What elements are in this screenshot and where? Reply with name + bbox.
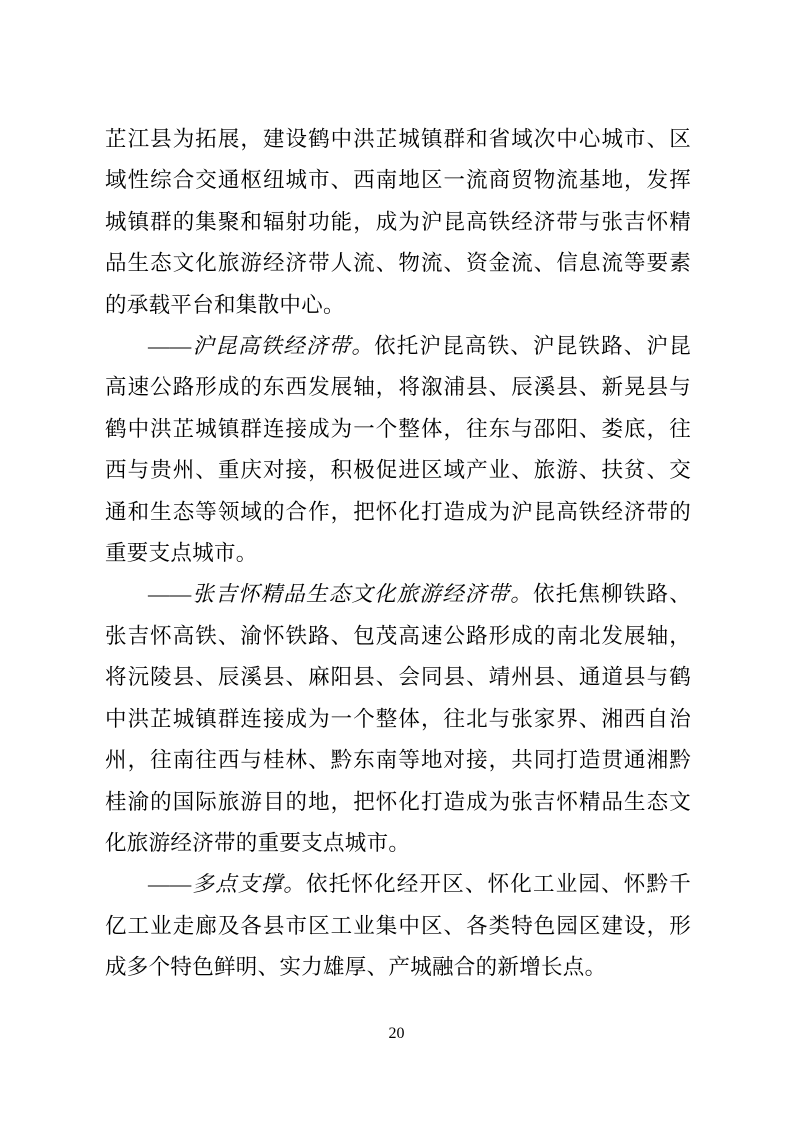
paragraph-text: 依托怀化经开区、怀化工业园、怀黔千亿工业走廊及各县市区工业集中区、各类特色园区建设，形成多个特色鲜明、实力雄厚、产城融合的新增长点。	[105, 872, 691, 980]
paragraph	[105, 119, 691, 326]
paragraph-text: 依托焦柳铁路、张吉怀高铁、渝怀铁路、包茂高速公路形成的南北发展轴，将沅陵县、辰溪县、麻阳县、会同县、靖州县、通道县与鹤中洪芷城镇群连接成为一个整体，往北与张家界、湘西自治州，往南往西与桂林、黔东南等地对接，共同打造贯通湘黔桂渝的国际旅游目的地，把怀化打造成为张吉怀精品生态文化旅游经济带的重要支点城市。	[105, 582, 691, 855]
paragraph-text: 芷江县为拓展，建设鹤中洪芷城镇群和省域次中心城市、区域性综合交通枢纽城市、西南地区一流商贸物流基地，发挥城镇群的集聚和辐射功能，成为沪昆高铁经济带与张吉怀精品生态文化旅游经济带人流、物流、资金流、信息流等要素的承载平台和集散中心。	[105, 127, 691, 317]
paragraph	[105, 326, 691, 574]
paragraph	[105, 574, 691, 864]
paragraph-lead: 沪昆高铁经济带。	[191, 334, 375, 359]
paragraph-dash: ——	[148, 334, 192, 359]
page-number: 20	[388, 1025, 405, 1042]
paragraph-dash: ——	[148, 582, 192, 607]
paragraph-lead: 多点支撑。	[191, 872, 307, 897]
paragraph	[105, 864, 691, 988]
document-body	[105, 119, 691, 989]
paragraph-lead: 张吉怀精品生态文化旅游经济带。	[191, 582, 533, 607]
paragraph-text: 依托沪昆高铁、沪昆铁路、沪昆高速公路形成的东西发展轴，将溆浦县、辰溪县、新晃县与鹤中洪芷城镇群连接成为一个整体，往东与邵阳、娄底，往西与贵州、重庆对接，积极促进区域产业、旅游、扶贫、交通和生态等领域的合作，把怀化打造成为沪昆高铁经济带的重要支点城市。	[105, 334, 691, 566]
paragraph-dash: ——	[148, 872, 192, 897]
